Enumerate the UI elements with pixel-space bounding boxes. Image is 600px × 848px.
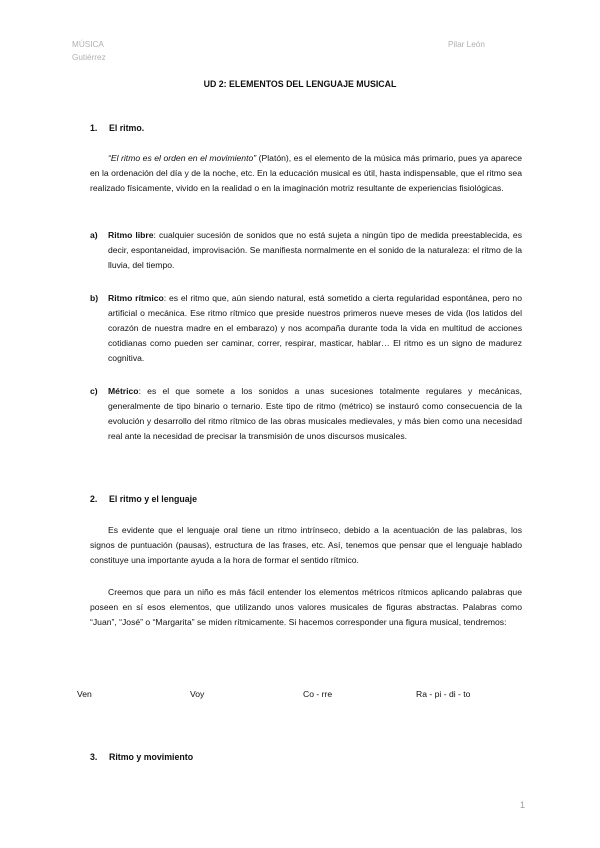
section-1-intro	[90, 151, 522, 196]
syllable-rapidito: Ra - pi - di - to	[416, 689, 471, 699]
section-1-heading	[90, 121, 144, 136]
header-author: Pilar León	[448, 40, 485, 49]
header-left	[72, 38, 106, 64]
section-3-title: Ritmo y movimiento	[109, 752, 194, 762]
plato-quote: “El ritmo es el orden en el movimiento”	[108, 153, 257, 163]
page-number: 1	[520, 800, 526, 810]
section-1-number: 1.	[90, 123, 98, 133]
section-2-paragraph-2: Creemos que para un niño es más fácil entender los elementos métricos rítmicos aplicando palabras que poseen en sí esos elementos, que utilizando unos valores musicales de figuras abstractas. Palabras como “Juan”, “José” o “Margarita” se miden rítmicamente. Si hacemos corresponder una figura musical, tendremos:	[90, 587, 522, 627]
section-2-number: 2.	[90, 494, 98, 504]
definition-ritmo-libre: : cualquier sucesión de sonidos que no está sujeta a ningún tipo de medida preestablecida, es decir, espontaneidad, improvisación. Se manifiesta normalmente en el sonido de la naturaleza: el ritmo de la lluvia, del tiempo.	[108, 230, 522, 270]
list-item-label: a)	[90, 230, 98, 240]
page-title: UD 2: ELEMENTOS DEL LENGUAJE MUSICAL	[203, 79, 397, 89]
list-item-metrico	[90, 384, 522, 444]
term-ritmo-ritmico: Ritmo rítmico	[108, 293, 164, 303]
list-item-label: c)	[90, 386, 98, 396]
section-3-number: 3.	[90, 752, 98, 762]
header-subject: MÚSICA	[72, 40, 104, 49]
syllable-corre: Co - rre	[303, 689, 333, 699]
section-3-heading	[90, 750, 193, 765]
section-2-title: El ritmo y el lenguaje	[109, 494, 197, 504]
syllable-ven: Ven	[77, 689, 92, 699]
section-1-title: El ritmo.	[109, 123, 145, 133]
header-author-surname: Gutiérrez	[72, 53, 106, 62]
list-item-ritmo-ritmico	[90, 291, 522, 366]
definition-ritmo-ritmico: : es el ritmo que, aún siendo natural, está sometido a cierta regularidad espontánea, pero no artificial o mecánica. Ese ritmo rítmico que preside nuestros primeros nueve meses de vida (los latidos del corazón de nuestra madre en el embarazo) y nos acompaña durante toda la vida en multitud de acciones cotidianas como pueden ser caminar, correr, respirar, masticar, hablar… El ritmo es un signo de madurez cognitiva.	[108, 293, 522, 363]
list-item-label: b)	[90, 293, 99, 303]
syllable-voy: Voy	[190, 689, 205, 699]
term-ritmo-libre: Ritmo libre	[108, 230, 154, 240]
term-metrico: Métrico	[108, 386, 139, 396]
section-1-intro-text: (Platón), es el elemento de la música más primario, pues ya aparece en la ordenación del día y de la noche, etc. En la educación musical es útil, hasta indispensable, que el ritmo sea realizado físicamente, vivido en la realidad o en la imaginación motriz resultante de experiencias fisiológicas.	[90, 153, 522, 193]
list-item-ritmo-libre	[90, 228, 522, 273]
section-2-heading	[90, 492, 197, 507]
section-2-paragraph-1: Es evidente que el lenguaje oral tiene un ritmo intrínseco, debido a la acentuación de las palabras, los signos de puntuación (pausas), estructura de las frases, etc. Así, tenemos que pensar que el lenguaje hablado constituye una importante ayuda a la hora de formar el sentido rítmico.	[90, 525, 522, 565]
definition-metrico: : es el que somete a los sonidos a unas sucesiones totalmente regulares y mecánicas, generalmente de tipo binario o ternario. Este tipo de ritmo (métrico) se instauró como consecuencia de la evolución y desarrollo del ritmo rítmico de las obras musicales medievales, y más bien como una necesidad real ante la necesidad de precisar la transmisión de unos discursos musicales.	[108, 386, 522, 441]
